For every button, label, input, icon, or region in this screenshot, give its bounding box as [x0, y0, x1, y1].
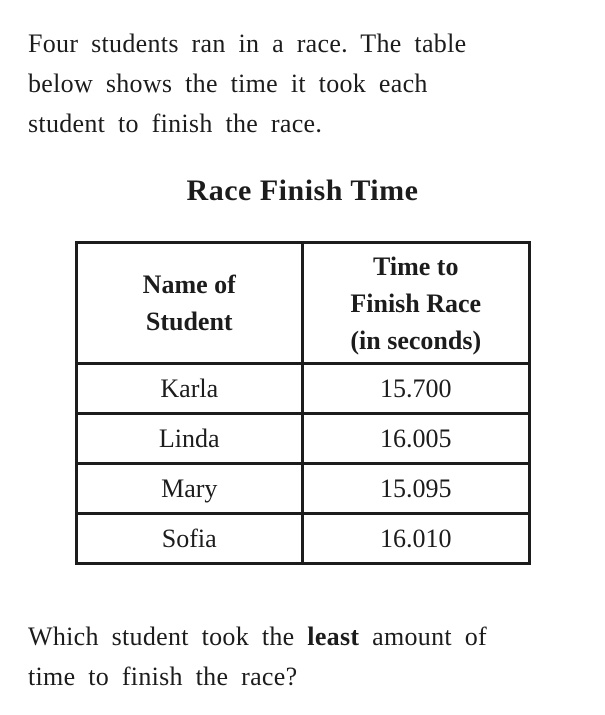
- question-text-suffix: amount of: [359, 622, 487, 651]
- table-row: [76, 514, 529, 564]
- question-paragraph: [28, 617, 577, 697]
- question-bold-least: least: [307, 622, 360, 651]
- finish-time-cell: 16.005: [303, 414, 530, 464]
- finish-time-cell: 16.010: [303, 514, 530, 564]
- table-row: [76, 464, 529, 514]
- header-name-of-student: [76, 243, 303, 364]
- question-text-prefix: Which student took the: [28, 622, 308, 651]
- finish-time-cell: 15.700: [303, 364, 530, 414]
- table-title: Race Finish Time: [186, 174, 419, 207]
- table-header-row: [76, 243, 529, 364]
- header-time-line-3: (in seconds): [350, 325, 482, 355]
- student-name-cell: Karla: [76, 364, 303, 414]
- intro-line-2: below shows the time it took each: [28, 69, 428, 98]
- header-time-to-finish: [303, 243, 530, 364]
- student-name-cell: Mary: [76, 464, 303, 514]
- table-row: [76, 364, 529, 414]
- student-name-cell: Linda: [76, 414, 303, 464]
- finish-time-cell: 15.095: [303, 464, 530, 514]
- intro-paragraph: [28, 24, 577, 144]
- intro-line-3: student to finish the race.: [28, 109, 323, 138]
- question-line-2: time to finish the race?: [28, 662, 298, 691]
- table-row: [76, 414, 529, 464]
- header-name-line-2: Student: [145, 307, 233, 336]
- student-name-cell: Sofia: [76, 514, 303, 564]
- race-finish-table: [75, 241, 531, 565]
- header-time-line-1: Time to: [373, 251, 459, 281]
- intro-line-1: Four students ran in a race. The table: [28, 29, 467, 58]
- header-name-line-1: Name of: [142, 270, 236, 299]
- header-time-line-2: Finish Race: [350, 288, 482, 318]
- question-line-1: [28, 617, 577, 657]
